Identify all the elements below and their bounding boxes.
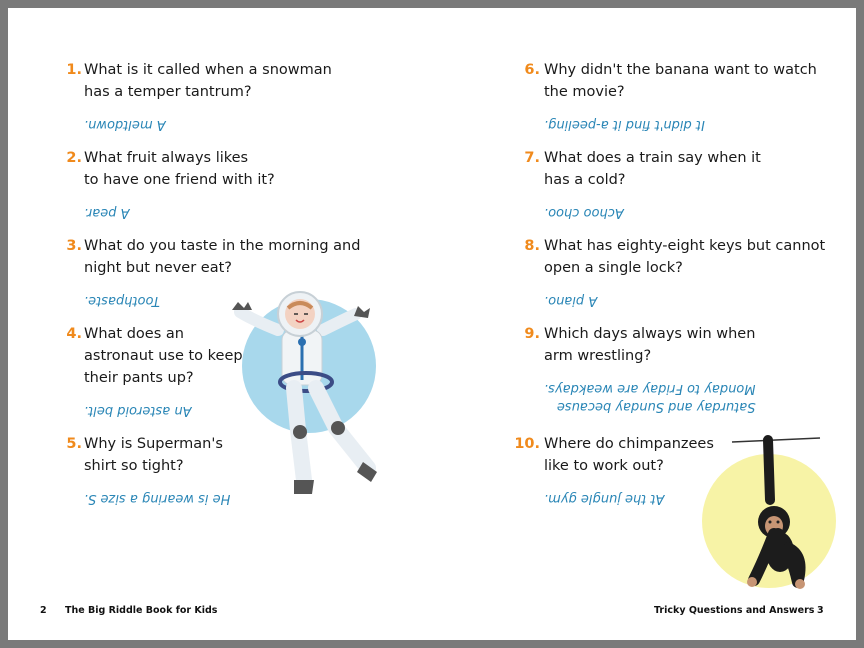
riddle-answer: A piano. xyxy=(544,293,598,308)
riddle-answer: An asteroid belt. xyxy=(84,403,192,418)
riddle-question: Why is Superman's shirt so tight? xyxy=(84,436,223,474)
riddle-answer: Achoo choo. xyxy=(544,205,624,220)
riddle-question: What has eighty-eight keys but cannot open a single lock? xyxy=(544,238,826,276)
left-page-number: 2 xyxy=(40,605,47,616)
riddle-answer: Toothpaste. xyxy=(84,293,160,308)
riddle-question: What does an astronaut use to keep their pants up? xyxy=(84,326,243,386)
riddle-number: 4. xyxy=(66,326,82,342)
riddle-number: 2. xyxy=(66,150,82,166)
riddle-question: Why didn't the banana want to watch the movie? xyxy=(544,62,817,100)
riddle-question: Where do chimpanzees like to work out? xyxy=(544,436,714,474)
riddle-question: What does a train say when it has a cold? xyxy=(544,150,761,188)
chimpanzee-illustration xyxy=(728,430,828,600)
riddle-answer: He is wearing a size S. xyxy=(84,491,231,506)
riddle-question: What do you taste in the morning and night but never eat? xyxy=(84,238,361,276)
riddle-number: 1. xyxy=(66,62,82,78)
riddle-number: 5. xyxy=(66,436,82,452)
riddle-number: 9. xyxy=(524,326,540,342)
riddle-answer: It didn't find it a-peeling. xyxy=(544,117,705,132)
riddle-number: 7. xyxy=(524,150,540,166)
riddle-number: 10. xyxy=(514,436,540,452)
riddle-question: Which days always win when arm wrestling? xyxy=(544,326,756,364)
riddle-number: 6. xyxy=(524,62,540,78)
right-page-number: 3 xyxy=(817,605,824,616)
left-running-title: The Big Riddle Book for Kids xyxy=(65,605,218,616)
riddle-answer: Saturday and Sunday because Monday to Friday are weakdays. xyxy=(544,381,756,414)
riddle-question: What is it called when a snowman has a temper tantrum? xyxy=(84,62,332,100)
riddle-number: 8. xyxy=(524,238,540,254)
riddle-answer: A meltdown. xyxy=(84,117,166,132)
riddle-number: 3. xyxy=(66,238,82,254)
riddle-question: What fruit always likes to have one friend with it? xyxy=(84,150,275,188)
book-spread xyxy=(8,8,856,640)
right-running-title: Tricky Questions and Answers xyxy=(654,605,815,616)
riddle-answer: A pear. xyxy=(84,205,130,220)
riddle-answer: At the jungle gym. xyxy=(544,491,665,506)
